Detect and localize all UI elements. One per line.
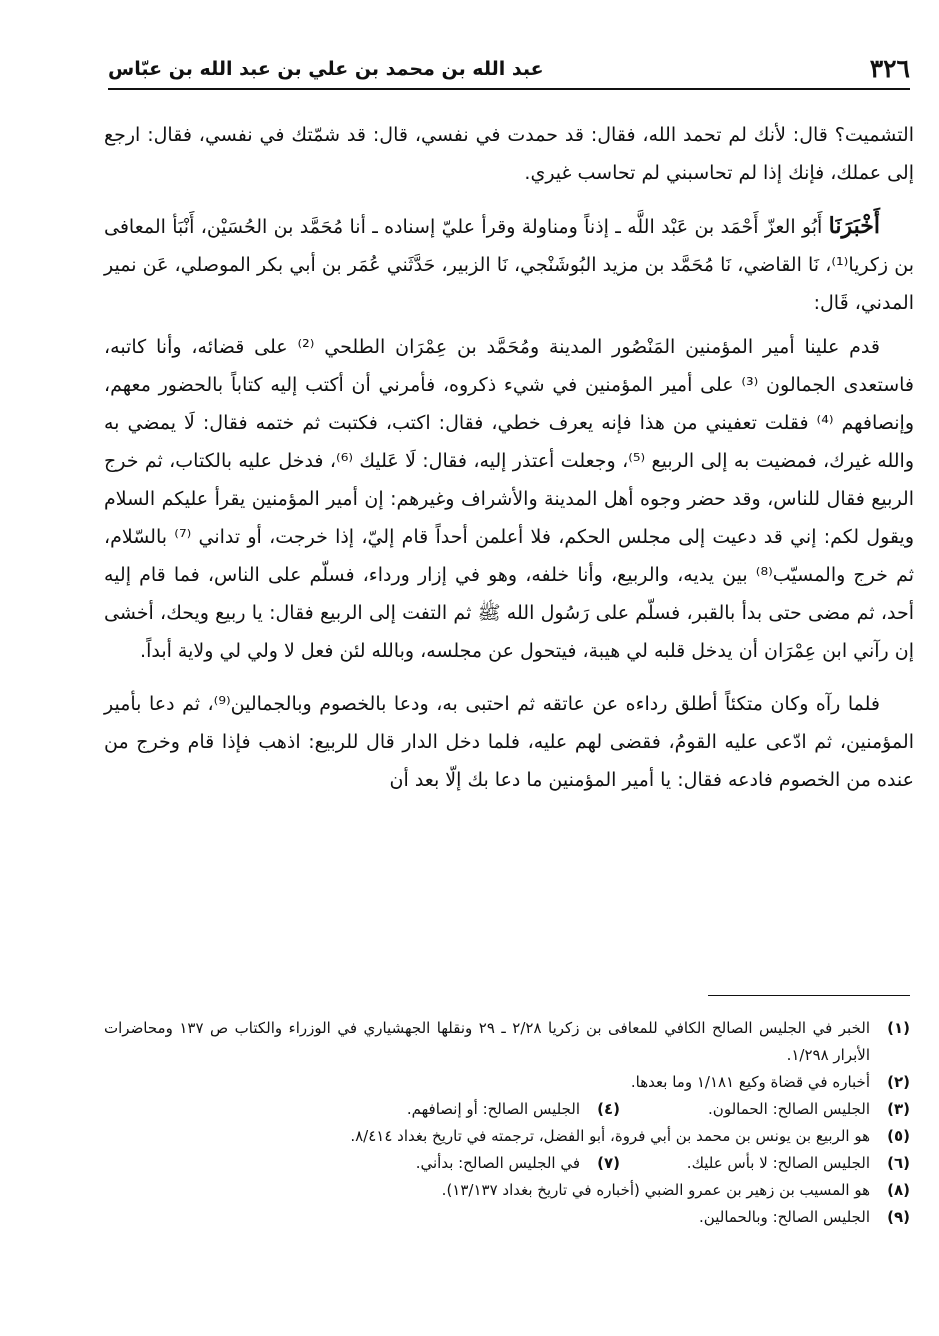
footnote-text: الجليس الصالح: لا بأس عليك. [686, 1154, 870, 1172]
footnote-2 [104, 1069, 910, 1096]
header-rule [108, 88, 910, 90]
footnote-8 [104, 1177, 910, 1204]
footnote-text: الخبر في الجليس الصالح الكافي للمعافى بن زكريا ٢/٢٨ ـ ٢٩ ونقلها الجهشياري في الوزراء والكتاب ص ١٣٧ ومحاضرات الأبرار ١/٢٩٨. [104, 1019, 870, 1064]
footnote-6-7 [104, 1150, 910, 1177]
running-title: عبد الله بن محمد بن علي بن عبد الله بن عبّاس [108, 58, 544, 80]
page-header [108, 52, 910, 84]
footnote-text: أخباره في قضاة وكيع ١/١٨١ وما بعدها. [630, 1073, 870, 1091]
footnote-text: في الجليس الصالح: بدأني. [415, 1154, 580, 1172]
footnote-1 [104, 1015, 910, 1069]
footnote-text: الجليس الصالح: الحمالون. [708, 1100, 870, 1118]
footnote-number: (٧) [597, 1154, 620, 1172]
page-number: ٣٢٦ [869, 54, 910, 83]
isnad-lead-word: أَخْبَرَنَا [828, 213, 880, 239]
isnad-text: أَبُو العزّ أَحْمَد بن عَبْد اللَّه ـ إذناً ومناولة وقرأ عليّ إسناده ـ أنا مُحَمَّد بن الحُسَيْن، أَنْبَأ المعافى بن زكريا⁽¹⁾، نَا القاضي، نَا مُحَمَّد بن مزيد البُوشَنْجي، نَا الزبير، حَدَّثَني عُمَر بن أبي بكر الموصلي، عَن نمير المدني، قَال: [104, 216, 914, 314]
footnote-number: (٩) [887, 1208, 910, 1226]
footnote-number: (٦) [887, 1154, 910, 1172]
footnote-number: (٥) [887, 1127, 910, 1145]
footnote-number: (٨) [887, 1181, 910, 1199]
paragraph-continuation: التشميت؟ قال: لأنك لم تحمد الله، فقال: قد حمدت في نفسي، قال: قد شمّتك في نفسي، فقال: ارجع إلى عملك، فإنك إذا لم تحاسبني لم تحاسب غيري. [104, 124, 914, 184]
footnote-9 [104, 1204, 910, 1231]
footnote-text: الجليس الصالح: أو إنصافهم. [406, 1100, 580, 1118]
footnote-number: (٣) [887, 1100, 910, 1118]
footnote-3-4 [104, 1096, 910, 1123]
paragraph-isnad [104, 207, 914, 322]
footnotes [104, 1015, 910, 1231]
footnote-text: هو المسيب بن زهير بن عمرو الضبي (أخباره في تاريخ بغداد ١٣/١٣٧). [441, 1181, 870, 1199]
footnote-text: الجليس الصالح: وبالحمالين. [699, 1208, 870, 1226]
footnote-number: (٤) [597, 1100, 620, 1118]
footnote-number: (٢) [887, 1073, 910, 1091]
paragraph-narrative: قدم علينا أمير المؤمنين المَنْصُور المدينة ومُحَمَّد بن عِمْرَان الطلحي ⁽²⁾ على قضائه، وأنا كاتبه، فاستعدى الجمالون ⁽³⁾ على أمير المؤمنين في شيء ذكروه، فأمرني أن أكتب إليه كتاباً بالحضور معهم، وإنصافهم ⁽⁴⁾ فقلت تعفيني من هذا فإنه يعرف خطي، فقال: اكتب، فكتبت ثم ختمه فقال: لَا يمضي به والله غيرك، فمضيت به إلى الربيع ⁽⁵⁾، وجعلت أعتذر إليه، فقال: لَا عَليك ⁽⁶⁾، فدخل عليه بالكتاب، ثم خرج الربيع فقال للناس، وقد حضر وجوه أهل المدينة والأشراف وغيرهم: إن أمير المؤمنين يقرأ عليكم السلام ويقول لكم: إني قد دعيت إلى مجلس الحكم، فلا أعلمن أحداً قام إليّ، إذا خرجت، أو تداني ⁽⁷⁾ بالسّلام، ثم خرج والمسيّب⁽⁸⁾ بين يديه، والربيع، وأنا خلفه، وهو في إزار ورداء، فسلّم على الناس، فما قام إليه أحد، ثم مضى حتى بدأ بالقبر، فسلّم على رَسُول الله ﷺ ثم التفت إلى الربيع فقال: يا ربيع ويحك، أخشى إن رآني ابن عِمْرَان أن يدخل قلبه لي هيبة، فيتحول عن مجلسه، وبالله لئن فعل لا ولي لي ولاية أبداً. [104, 336, 915, 662]
main-text [104, 116, 914, 799]
footnote-5 [104, 1123, 910, 1150]
footnote-text: هو الربيع بن يونس بن محمد بن أبي فروة، أبو الفضل، ترجمته في تاريخ بغداد ٨/٤١٤. [350, 1127, 870, 1145]
footnote-rule [708, 995, 910, 996]
paragraph-narrative-continued: فلما رآه وكان متكئاً أطلق رداءه عن عاتقه ثم احتبى به، ودعا بالخصوم وبالجمالين⁽⁹⁾، ثم دعا بأمير المؤمنين، ثم ادّعى عليه القومُ، فقضى لهم عليه، فلما دخل الدار قال للربيع: اذهب فإذا قام وخرج من عنده من الخصوم فادعه فقال: يا أمير المؤمنين ما دعا بك إلّا بعد أن [104, 693, 914, 791]
footnote-number: (١) [887, 1019, 910, 1037]
